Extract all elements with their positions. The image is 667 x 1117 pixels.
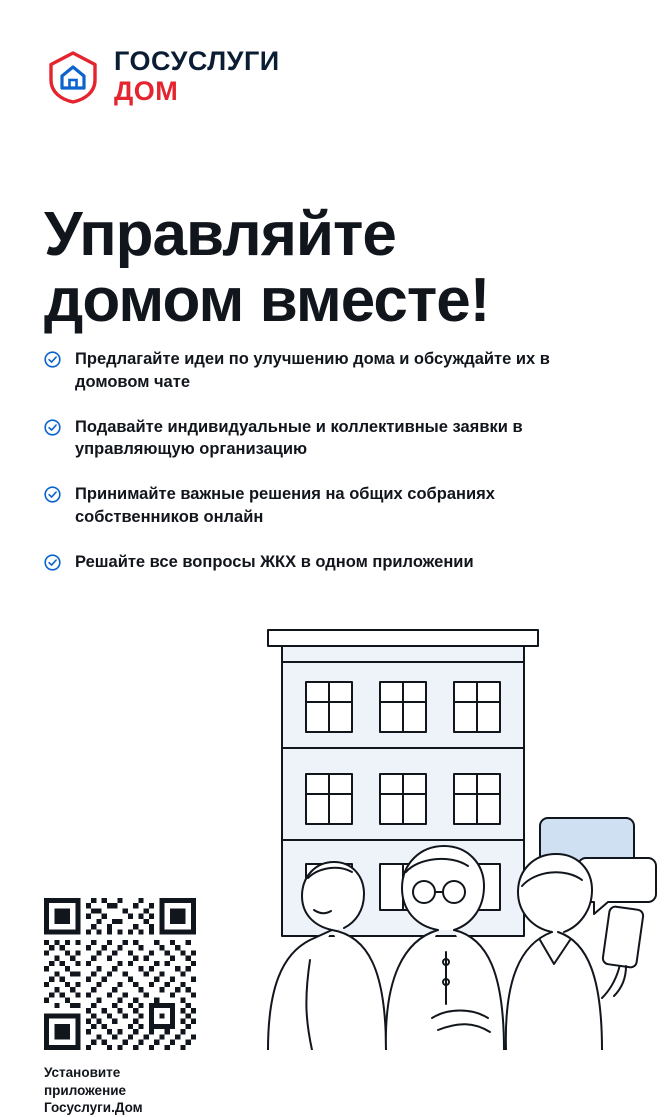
list-item-line-2: их в домовом чате — [75, 350, 550, 391]
page-title — [44, 199, 624, 336]
logo-line-1: ГОСУСЛУГИ — [114, 46, 280, 76]
list-item-line-1: Принимайте важные решения на общих собраниях — [75, 485, 495, 504]
brand-logo — [46, 48, 280, 105]
list-item-line-1: Решайте все вопросы ЖКХ в одном приложении — [75, 552, 474, 571]
qr-caption-line-2: Госуслуги.Дом — [44, 1100, 143, 1116]
feature-list — [44, 348, 614, 573]
list-item-text — [75, 483, 595, 529]
qr-caption-line-1: Установите приложение — [44, 1065, 127, 1098]
check-circle-icon — [44, 486, 61, 503]
list-item-line-1: Подавайте индивидуальные и коллективные заявки — [75, 417, 508, 436]
list-item-line-1: Предлагайте идеи по улучшению дома и обсуждайте — [75, 350, 512, 368]
logo-wordmark — [114, 48, 280, 105]
list-item — [44, 416, 614, 462]
house-shield-icon — [46, 50, 100, 104]
list-item — [44, 348, 614, 394]
list-item — [44, 483, 614, 529]
check-circle-icon — [44, 419, 61, 436]
qr-block — [44, 898, 204, 1117]
list-item-text — [75, 551, 474, 574]
headline-line-2: домом вместе! — [44, 266, 490, 336]
check-circle-icon — [44, 554, 61, 571]
check-circle-icon — [44, 351, 61, 368]
headline-line-1: Управляйте — [44, 199, 396, 269]
qr-code[interactable] — [44, 898, 196, 1050]
list-item-text — [75, 416, 595, 462]
list-item-text — [75, 348, 595, 394]
list-item-line-2: в управляющую организацию — [75, 417, 523, 459]
list-item — [44, 551, 614, 574]
list-item-line-2: собственников онлайн — [75, 507, 264, 526]
logo-line-2: ДОМ — [114, 76, 179, 106]
qr-caption — [44, 1064, 204, 1117]
apartment-building-with-neighbours-illustration — [210, 600, 662, 1050]
